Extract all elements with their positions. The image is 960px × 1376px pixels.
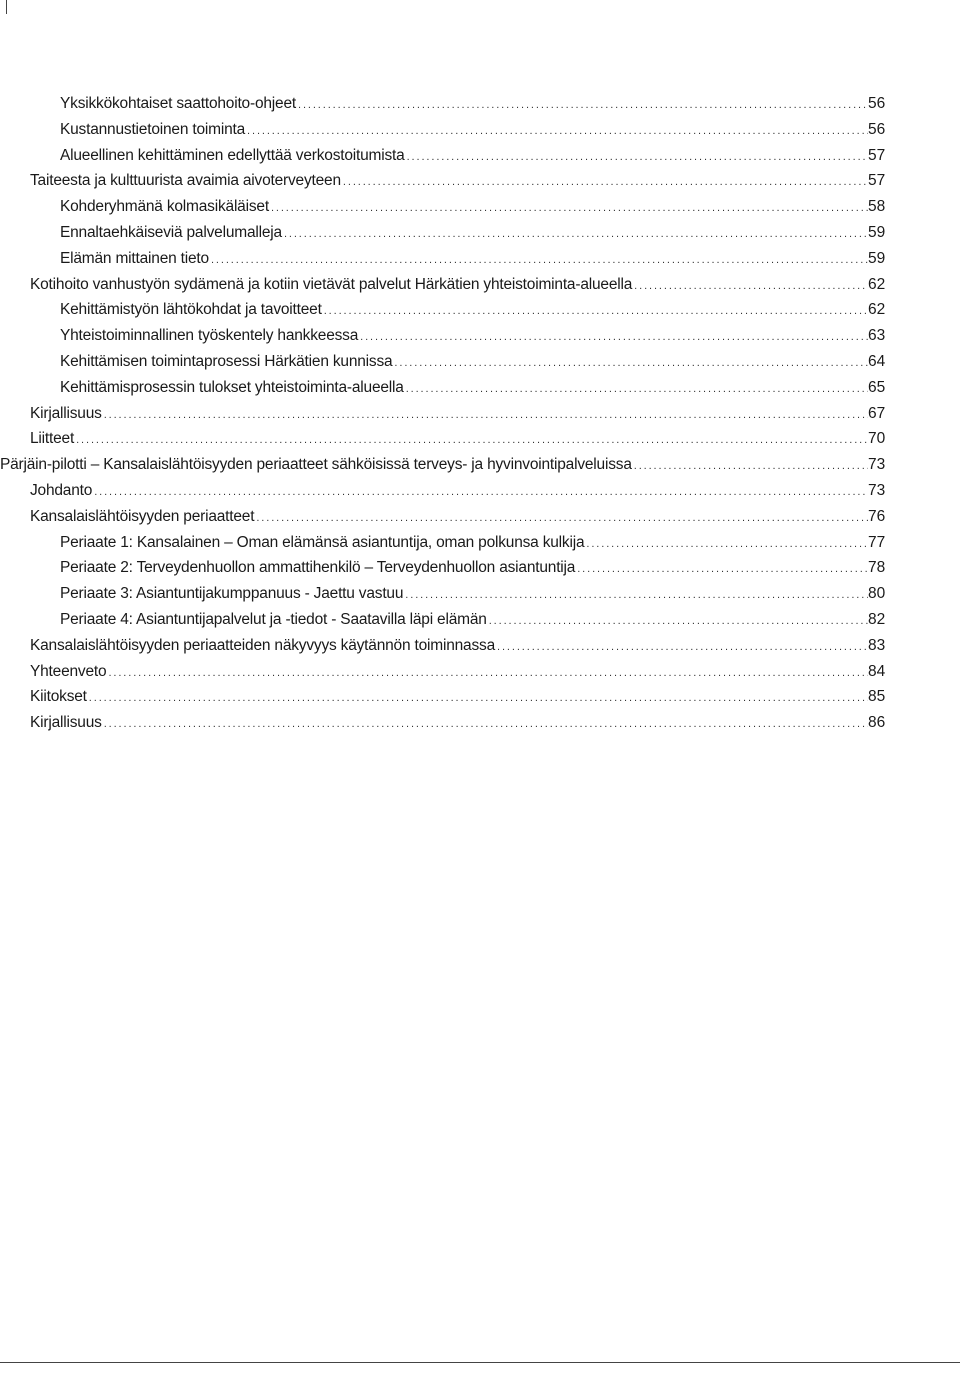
toc-entry-title: Ennaltaehkäiseviä palvelumalleja: [60, 220, 284, 246]
toc-entry-page-number: 63: [868, 327, 886, 345]
toc-entry-title: Liitteet: [30, 426, 76, 452]
toc-entry-title: Elämän mittainen tieto: [60, 246, 211, 272]
toc-entry-page-number: 86: [868, 714, 886, 732]
toc-entry: [60, 194, 868, 222]
toc-entry-page-number: 59: [868, 249, 886, 267]
toc-row: [0, 143, 960, 169]
dot-leader: [405, 583, 868, 609]
toc-entry-title: Yksikkökohtaiset saattohoito-ohjeet: [60, 91, 298, 117]
dot-leader: [94, 480, 868, 506]
crop-mark-top: [0, 0, 7, 14]
dot-leader: [577, 557, 868, 583]
dot-leader: [406, 377, 868, 403]
toc-row: [0, 478, 960, 504]
toc-entry: [60, 91, 868, 119]
toc-row: [0, 426, 960, 452]
toc-entry-title: Kotihoito vanhustyön sydämenä ja kotiin vietävät palvelut Härkätien yhteistoiminta-alueella: [30, 272, 634, 298]
dot-leader: [586, 532, 868, 558]
toc-entry-page-number: 85: [868, 688, 886, 706]
dot-leader: [89, 686, 868, 712]
toc-entry: [60, 530, 868, 558]
toc-entry-title: Taiteesta ja kulttuurista avaimia aivoterveyteen: [30, 168, 343, 194]
toc-entry-title: Yhteenveto: [30, 659, 108, 685]
toc-entry-page-number: 73: [868, 456, 886, 474]
toc-row: [0, 710, 960, 736]
toc-entry-page-number: 62: [868, 301, 886, 319]
toc-entry-title: Alueellinen kehittäminen edellyttää verkostoitumista: [60, 143, 407, 169]
toc-entry-page-number: 84: [868, 662, 886, 680]
toc-row: [0, 659, 960, 685]
toc-row: [0, 581, 960, 607]
toc-entry-page-number: 65: [868, 378, 886, 396]
toc-entry: [60, 297, 868, 325]
toc-entry-title: Johdanto: [30, 478, 94, 504]
toc-entry-page-number: 80: [868, 585, 886, 603]
toc-entry: [0, 452, 868, 480]
dot-leader: [284, 222, 868, 248]
toc-entry-title: Kehittämisen toimintaprosessi Härkätien kunnissa: [60, 349, 394, 375]
toc-entry: [30, 478, 868, 506]
toc-entry: [60, 246, 868, 274]
toc-entry-title: Periaate 4: Asiantuntijapalvelut ja -tiedot - Saatavilla läpi elämän: [60, 607, 489, 633]
toc-row: [0, 504, 960, 530]
toc-row: [0, 91, 960, 117]
dot-leader: [634, 454, 868, 480]
toc-row: [0, 452, 960, 478]
dot-leader: [298, 93, 868, 119]
dot-leader: [497, 635, 868, 661]
dot-leader: [104, 712, 868, 738]
toc-row: [0, 607, 960, 633]
page-bottom-rule: [0, 1362, 960, 1363]
toc-entry-title: Kustannustietoinen toiminta: [60, 117, 247, 143]
dot-leader: [76, 428, 868, 454]
dot-leader: [489, 609, 868, 635]
toc-entry-page-number: 77: [868, 533, 886, 551]
toc-entry: [60, 143, 868, 171]
dot-leader: [343, 170, 868, 196]
dot-leader: [271, 196, 868, 222]
dot-leader: [394, 351, 868, 377]
toc-entry-page-number: 83: [868, 636, 886, 654]
toc-entry: [60, 375, 868, 403]
toc-entry-page-number: 58: [868, 198, 886, 216]
toc-entry-page-number: 70: [868, 430, 886, 448]
toc-entry: [60, 323, 868, 351]
toc-entry-title: Kansalaislähtöisyyden periaatteiden näkyvyys käytännön toiminnassa: [30, 633, 497, 659]
toc-row: [0, 246, 960, 272]
dot-leader: [407, 145, 868, 171]
toc-entry-page-number: 57: [868, 146, 886, 164]
toc-entry-title: Kansalaislähtöisyyden periaatteet: [30, 504, 256, 530]
toc-entry-page-number: 59: [868, 223, 886, 241]
toc-entry-title: Periaate 2: Terveydenhuollon ammattihenkilö – Terveydenhuollon asiantuntija: [60, 555, 577, 581]
toc-entry-page-number: 73: [868, 481, 886, 499]
toc-entry-page-number: 67: [868, 404, 886, 422]
toc-entry-title: Pärjäin-pilotti – Kansalaislähtöisyyden periaatteet sähköisissä terveys- ja hyvinvointipalveluissa: [0, 452, 634, 478]
dot-leader: [256, 506, 868, 532]
toc-entry-page-number: 56: [868, 95, 886, 112]
toc-entry: [30, 710, 868, 738]
toc-row: [0, 194, 960, 220]
toc-entry-title: Kohderyhmänä kolmasikäläiset: [60, 194, 271, 220]
toc-entry: [60, 117, 868, 145]
dot-leader: [324, 299, 868, 325]
toc-entry: [30, 684, 868, 712]
dot-leader: [360, 325, 868, 351]
toc-entry-page-number: 64: [868, 352, 886, 370]
toc-entry-page-number: 76: [868, 507, 886, 525]
toc-entry: [60, 220, 868, 248]
toc-entry-title: Periaate 1: Kansalainen – Oman elämänsä asiantuntija, oman polkunsa kulkija: [60, 530, 586, 556]
toc-entry-title: Kehittämisprosessin tulokset yhteistoiminta-alueella: [60, 375, 406, 401]
toc-entry: [30, 272, 868, 300]
toc-entry: [30, 401, 868, 429]
dot-leader: [211, 248, 868, 274]
toc-entry-page-number: 57: [868, 172, 886, 190]
dot-leader: [247, 119, 868, 145]
toc-entry: [30, 633, 868, 661]
toc-entry-title: Periaate 3: Asiantuntijakumppanuus - Jaettu vastuu: [60, 581, 405, 607]
toc-entry: [30, 426, 868, 454]
toc-row: [0, 633, 960, 659]
toc-row: [0, 349, 960, 375]
dot-leader: [104, 403, 868, 429]
toc-row: [0, 323, 960, 349]
toc-row: [0, 401, 960, 427]
dot-leader: [634, 274, 868, 300]
toc-entry: [60, 581, 868, 609]
toc-entry-page-number: 56: [868, 120, 886, 138]
toc-entry-title: Yhteistoiminnallinen työskentely hankkeessa: [60, 323, 360, 349]
toc-entry: [60, 607, 868, 635]
toc-entry-title: Kirjallisuus: [30, 401, 104, 427]
toc-entry: [30, 168, 868, 196]
toc-row: [0, 272, 960, 298]
toc-entry-page-number: 78: [868, 559, 886, 577]
toc-entry: [30, 504, 868, 532]
toc-entry-page-number: 62: [868, 275, 886, 293]
toc-entry-title: Kirjallisuus: [30, 710, 104, 736]
toc-entry-title: Kehittämistyön lähtökohdat ja tavoitteet: [60, 297, 324, 323]
toc-row: [0, 530, 960, 556]
toc-entry: [30, 659, 868, 687]
toc-row: [0, 117, 960, 143]
toc-row: [0, 220, 960, 246]
toc-entry-page-number: 82: [868, 610, 886, 628]
toc-row: [0, 684, 960, 710]
table-of-contents: [0, 91, 960, 736]
toc-row: [0, 297, 960, 323]
toc-row: [0, 555, 960, 581]
toc-row: [0, 168, 960, 194]
toc-entry: [60, 349, 868, 377]
toc-row: [0, 375, 960, 401]
toc-entry: [60, 555, 868, 583]
toc-entry-title: Kiitokset: [30, 684, 89, 710]
dot-leader: [108, 661, 868, 687]
